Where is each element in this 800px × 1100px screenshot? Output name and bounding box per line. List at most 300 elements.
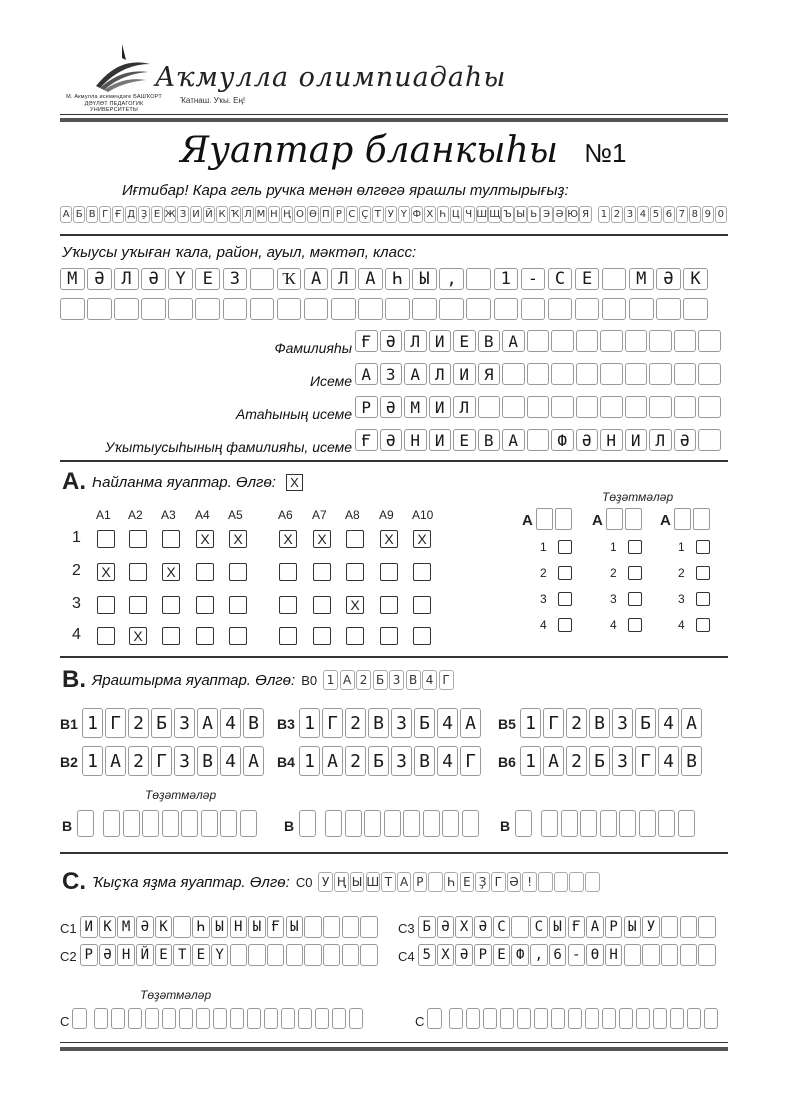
sample-cell[interactable]: Ң <box>334 872 349 892</box>
match-answer-cell[interactable]: 2 <box>566 746 587 776</box>
match-answer-cell[interactable]: 3 <box>612 746 633 776</box>
short-answer-cell[interactable]: Р <box>605 916 623 938</box>
field-cell[interactable]: Н <box>404 429 427 451</box>
match-answer-cell[interactable]: В <box>681 746 702 776</box>
field-cell[interactable] <box>674 330 697 352</box>
short-answer-cell[interactable]: Ы <box>211 916 229 938</box>
sample-cell[interactable]: ! <box>522 872 537 892</box>
match-answer-cell[interactable]: 4 <box>220 746 241 776</box>
answer-checkbox[interactable] <box>129 563 147 581</box>
field-cell[interactable]: Е <box>453 429 476 451</box>
correction-cell[interactable] <box>142 810 159 837</box>
match-answer-cell[interactable]: 1 <box>82 746 103 776</box>
school-cell[interactable]: З <box>223 268 248 290</box>
school-cell[interactable] <box>87 298 112 320</box>
field-cell[interactable]: Л <box>649 429 672 451</box>
answer-checkbox[interactable] <box>229 596 247 614</box>
correction-checkbox[interactable] <box>696 592 710 606</box>
answer-checkbox[interactable] <box>97 627 115 645</box>
short-answer-cell[interactable]: Р <box>474 944 492 966</box>
field-cell[interactable] <box>478 396 501 418</box>
school-cell[interactable] <box>60 298 85 320</box>
school-cell[interactable] <box>114 298 139 320</box>
answer-checkbox[interactable]: X <box>196 530 214 548</box>
correction-cell[interactable] <box>111 1008 126 1029</box>
correction-cell[interactable] <box>483 1008 498 1029</box>
match-answer-cell[interactable]: В <box>368 708 389 738</box>
correction-cell[interactable] <box>693 508 710 530</box>
answer-checkbox[interactable] <box>313 627 331 645</box>
short-answer-cell[interactable] <box>267 944 285 966</box>
field-cell[interactable] <box>600 363 623 385</box>
answer-checkbox[interactable]: X <box>97 563 115 581</box>
school-cell[interactable] <box>250 268 275 290</box>
field-cell[interactable]: И <box>429 396 452 418</box>
short-answer-cell[interactable] <box>342 916 360 938</box>
answer-checkbox[interactable] <box>380 563 398 581</box>
sample-cell[interactable]: 4 <box>422 670 437 690</box>
answer-checkbox[interactable] <box>229 563 247 581</box>
match-answer-cell[interactable]: А <box>105 746 126 776</box>
field-cell[interactable]: Ә <box>576 429 599 451</box>
field-cell[interactable]: М <box>404 396 427 418</box>
correction-cell[interactable] <box>364 810 381 837</box>
short-answer-cell[interactable]: Б <box>418 916 436 938</box>
match-answer-cell[interactable]: В <box>414 746 435 776</box>
school-cell[interactable]: Ү <box>168 268 193 290</box>
short-answer-cell[interactable] <box>680 944 698 966</box>
field-cell[interactable] <box>551 396 574 418</box>
correction-cell[interactable] <box>449 1008 464 1029</box>
correction-cell[interactable] <box>625 508 642 530</box>
short-answer-cell[interactable] <box>661 944 679 966</box>
sample-cell[interactable]: Ы <box>350 872 365 892</box>
correction-cell[interactable] <box>515 810 532 837</box>
short-answer-field[interactable] <box>418 916 717 938</box>
short-answer-cell[interactable]: Н <box>117 944 135 966</box>
field-cell[interactable] <box>625 363 648 385</box>
school-cell[interactable]: Ы <box>412 268 437 290</box>
short-answer-cell[interactable]: Ү <box>211 944 229 966</box>
school-cell[interactable] <box>521 298 546 320</box>
correction-cell[interactable] <box>580 810 597 837</box>
match-answer-cell[interactable]: А <box>543 746 564 776</box>
short-answer-cell[interactable]: С <box>530 916 548 938</box>
answer-checkbox[interactable]: X <box>129 627 147 645</box>
sample-cell[interactable]: Ә <box>507 872 522 892</box>
answer-checkbox[interactable] <box>162 627 180 645</box>
correction-field[interactable] <box>77 810 259 837</box>
answer-checkbox[interactable]: X <box>279 530 297 548</box>
correction-cell[interactable] <box>162 1008 177 1029</box>
answer-checkbox[interactable] <box>97 596 115 614</box>
correction-cell[interactable] <box>123 810 140 837</box>
school-cell[interactable] <box>439 298 464 320</box>
answer-checkbox[interactable] <box>413 627 431 645</box>
field-cell[interactable]: Ә <box>380 429 403 451</box>
answer-checkbox[interactable]: X <box>313 530 331 548</box>
field-cell[interactable] <box>649 396 672 418</box>
sample-cell[interactable] <box>538 872 553 892</box>
field-cell[interactable] <box>698 429 721 451</box>
answer-checkbox[interactable] <box>413 563 431 581</box>
match-answer-cell[interactable]: 3 <box>174 708 195 738</box>
short-answer-cell[interactable] <box>304 944 322 966</box>
correction-checkbox[interactable] <box>628 540 642 554</box>
answer-checkbox[interactable] <box>279 596 297 614</box>
correction-cell[interactable] <box>298 1008 313 1029</box>
match-answer-cell[interactable]: 2 <box>128 746 149 776</box>
short-answer-cell[interactable]: Ы <box>286 916 304 938</box>
short-answer-cell[interactable]: Ғ <box>267 916 285 938</box>
school-cell[interactable]: К <box>683 268 708 290</box>
match-answer-cell[interactable]: 4 <box>220 708 241 738</box>
correction-checkbox[interactable] <box>558 566 572 580</box>
correction-cell[interactable] <box>72 1008 87 1029</box>
short-answer-cell[interactable] <box>323 944 341 966</box>
short-answer-cell[interactable]: Ф <box>511 944 529 966</box>
sample-cell[interactable]: А <box>397 872 412 892</box>
school-cell[interactable] <box>385 298 410 320</box>
field-cell[interactable]: Ғ <box>355 429 378 451</box>
school-cell[interactable]: А <box>304 268 329 290</box>
short-answer-cell[interactable] <box>698 916 716 938</box>
short-answer-cell[interactable] <box>680 916 698 938</box>
field-cell[interactable] <box>649 330 672 352</box>
correction-cell[interactable] <box>240 810 257 837</box>
match-answer-cell[interactable]: 2 <box>345 746 366 776</box>
short-answer-cell[interactable]: , <box>530 944 548 966</box>
correction-checkbox[interactable] <box>558 540 572 554</box>
school-cell[interactable]: С <box>548 268 573 290</box>
sample-cell[interactable]: Ҙ <box>475 872 490 892</box>
short-answer-cell[interactable]: Ө <box>586 944 604 966</box>
correction-cell[interactable] <box>162 810 179 837</box>
short-answer-cell[interactable]: Ә <box>474 916 492 938</box>
field-cell[interactable] <box>527 396 550 418</box>
match-answer-cell[interactable]: Б <box>368 746 389 776</box>
sample-cell[interactable] <box>554 872 569 892</box>
sample-cell[interactable]: Е <box>460 872 475 892</box>
school-cell[interactable] <box>629 298 654 320</box>
school-cell[interactable] <box>358 298 383 320</box>
correction-cell[interactable] <box>551 1008 566 1029</box>
short-answer-cell[interactable]: К <box>99 916 117 938</box>
field-cell[interactable] <box>502 363 525 385</box>
school-cell[interactable]: А <box>358 268 383 290</box>
correction-cell[interactable] <box>674 508 691 530</box>
field-cell[interactable] <box>551 363 574 385</box>
correction-cell[interactable] <box>145 1008 160 1029</box>
school-field-row-2[interactable] <box>60 298 710 320</box>
match-answer-cell[interactable]: 2 <box>566 708 587 738</box>
school-cell[interactable]: - <box>521 268 546 290</box>
school-cell[interactable]: Л <box>331 268 356 290</box>
short-answer-cell[interactable]: Ә <box>437 916 455 938</box>
short-answer-cell[interactable] <box>173 916 191 938</box>
field-cell[interactable]: Я <box>478 363 501 385</box>
correction-cell[interactable] <box>658 810 675 837</box>
correction-cell[interactable] <box>332 1008 347 1029</box>
short-answer-cell[interactable] <box>698 944 716 966</box>
correction-checkbox[interactable] <box>558 592 572 606</box>
correction-cell[interactable] <box>636 1008 651 1029</box>
sample-cell[interactable]: 1 <box>323 670 338 690</box>
field-cell[interactable]: И <box>453 363 476 385</box>
match-answer-cell[interactable]: 3 <box>174 746 195 776</box>
short-answer-cell[interactable]: Р <box>80 944 98 966</box>
correction-cell[interactable] <box>213 1008 228 1029</box>
correction-cell[interactable] <box>442 810 459 837</box>
correction-checkbox[interactable] <box>628 592 642 606</box>
school-cell[interactable] <box>304 298 329 320</box>
answer-checkbox[interactable] <box>346 563 364 581</box>
correction-cell[interactable] <box>619 810 636 837</box>
short-answer-cell[interactable] <box>642 944 660 966</box>
short-answer-cell[interactable]: Н <box>230 916 248 938</box>
match-answer-cell[interactable]: А <box>197 708 218 738</box>
sample-cell[interactable]: Һ <box>444 872 459 892</box>
school-cell[interactable] <box>412 298 437 320</box>
school-cell[interactable] <box>466 298 491 320</box>
field-cell[interactable] <box>600 396 623 418</box>
school-cell[interactable] <box>656 298 681 320</box>
match-answer-field[interactable] <box>82 708 266 738</box>
school-cell[interactable] <box>250 298 275 320</box>
field-cell[interactable] <box>600 330 623 352</box>
short-answer-cell[interactable]: К <box>155 916 173 938</box>
match-answer-cell[interactable]: Б <box>635 708 656 738</box>
short-answer-cell[interactable] <box>248 944 266 966</box>
correction-cell[interactable] <box>639 810 656 837</box>
school-field-row-1[interactable] <box>60 268 710 290</box>
field-cell[interactable] <box>576 330 599 352</box>
field-cell[interactable] <box>625 396 648 418</box>
school-cell[interactable]: Ҡ <box>277 268 302 290</box>
match-answer-field[interactable] <box>520 746 704 776</box>
answer-checkbox[interactable] <box>196 596 214 614</box>
field-cell[interactable]: И <box>429 330 452 352</box>
school-cell[interactable] <box>575 298 600 320</box>
correction-cell[interactable] <box>517 1008 532 1029</box>
school-cell[interactable] <box>141 298 166 320</box>
answer-checkbox[interactable] <box>346 627 364 645</box>
field-cell[interactable]: Ә <box>674 429 697 451</box>
sample-cell[interactable]: А <box>340 670 355 690</box>
match-answer-cell[interactable]: 1 <box>520 708 541 738</box>
answer-checkbox[interactable] <box>229 627 247 645</box>
match-answer-cell[interactable]: Г <box>105 708 126 738</box>
correction-checkbox[interactable] <box>696 566 710 580</box>
match-answer-cell[interactable]: Г <box>543 708 564 738</box>
short-answer-cell[interactable] <box>511 916 529 938</box>
short-answer-cell[interactable]: Ы <box>549 916 567 938</box>
short-answer-cell[interactable]: Ә <box>455 944 473 966</box>
field-cell[interactable]: А <box>502 330 525 352</box>
match-answer-cell[interactable]: А <box>322 746 343 776</box>
field-cell[interactable]: Ә <box>380 330 403 352</box>
match-answer-field[interactable] <box>299 746 483 776</box>
field-cell[interactable]: Ф <box>551 429 574 451</box>
short-answer-cell[interactable]: Һ <box>192 916 210 938</box>
sample-cell[interactable]: Б <box>373 670 388 690</box>
sample-cell[interactable]: У <box>318 872 333 892</box>
field-cell[interactable]: А <box>404 363 427 385</box>
sample-cell[interactable]: В <box>406 670 421 690</box>
field-cell[interactable]: Н <box>600 429 623 451</box>
answer-checkbox[interactable] <box>413 596 431 614</box>
short-answer-field[interactable] <box>80 944 379 966</box>
answer-checkbox[interactable] <box>162 596 180 614</box>
answer-checkbox[interactable] <box>279 563 297 581</box>
correction-cell[interactable] <box>423 810 440 837</box>
school-cell[interactable]: М <box>60 268 85 290</box>
match-answer-cell[interactable]: 1 <box>299 746 320 776</box>
field-cell[interactable]: А <box>355 363 378 385</box>
correction-cell[interactable] <box>179 1008 194 1029</box>
field-cell[interactable] <box>527 429 550 451</box>
correction-cell[interactable] <box>103 810 120 837</box>
correction-cell[interactable] <box>384 810 401 837</box>
short-answer-cell[interactable] <box>661 916 679 938</box>
correction-cell[interactable] <box>128 1008 143 1029</box>
match-answer-cell[interactable]: Г <box>151 746 172 776</box>
field-cell[interactable]: Ғ <box>355 330 378 352</box>
short-answer-cell[interactable]: Х <box>455 916 473 938</box>
answer-checkbox[interactable]: X <box>413 530 431 548</box>
correction-cell[interactable] <box>427 1008 442 1029</box>
short-answer-cell[interactable]: - <box>568 944 586 966</box>
answer-checkbox[interactable] <box>97 530 115 548</box>
field-cell[interactable]: Е <box>453 330 476 352</box>
answer-checkbox[interactable] <box>313 563 331 581</box>
school-cell[interactable] <box>331 298 356 320</box>
short-answer-cell[interactable]: У <box>642 916 660 938</box>
correction-cell[interactable] <box>264 1008 279 1029</box>
answer-checkbox[interactable] <box>279 627 297 645</box>
match-answer-field[interactable] <box>82 746 266 776</box>
short-answer-cell[interactable]: Ә <box>136 916 154 938</box>
correction-checkbox[interactable] <box>696 618 710 632</box>
correction-cell[interactable] <box>678 810 695 837</box>
field-cell[interactable]: А <box>502 429 525 451</box>
correction-cell[interactable] <box>561 810 578 837</box>
match-answer-field[interactable] <box>520 708 704 738</box>
short-answer-cell[interactable]: Н <box>605 944 623 966</box>
match-answer-cell[interactable]: Г <box>460 746 481 776</box>
correction-cell[interactable] <box>315 1008 330 1029</box>
first-name-field[interactable] <box>355 363 723 385</box>
field-cell[interactable] <box>698 330 721 352</box>
correction-cell[interactable] <box>568 1008 583 1029</box>
short-answer-cell[interactable]: Х <box>437 944 455 966</box>
field-cell[interactable]: З <box>380 363 403 385</box>
field-cell[interactable] <box>502 396 525 418</box>
correction-cell[interactable] <box>653 1008 668 1029</box>
field-cell[interactable] <box>698 396 721 418</box>
sample-cell[interactable]: 2 <box>356 670 371 690</box>
correction-checkbox[interactable] <box>696 540 710 554</box>
correction-cell[interactable] <box>687 1008 702 1029</box>
surname-field[interactable] <box>355 330 723 352</box>
match-answer-cell[interactable]: 4 <box>658 746 679 776</box>
patronymic-field[interactable] <box>355 396 723 418</box>
school-cell[interactable] <box>683 298 708 320</box>
sample-cell[interactable]: Ш <box>366 872 381 892</box>
short-answer-cell[interactable]: Е <box>192 944 210 966</box>
correction-checkbox[interactable] <box>558 618 572 632</box>
field-cell[interactable] <box>551 330 574 352</box>
school-cell[interactable] <box>277 298 302 320</box>
correction-cell[interactable] <box>220 810 237 837</box>
correction-cell[interactable] <box>181 810 198 837</box>
field-cell[interactable] <box>674 363 697 385</box>
short-answer-cell[interactable] <box>230 944 248 966</box>
correction-checkbox[interactable] <box>628 618 642 632</box>
school-cell[interactable] <box>223 298 248 320</box>
field-cell[interactable] <box>698 363 721 385</box>
correction-cell[interactable] <box>247 1008 262 1029</box>
school-cell[interactable]: Ә <box>656 268 681 290</box>
school-cell[interactable]: Һ <box>385 268 410 290</box>
field-cell[interactable] <box>527 363 550 385</box>
short-answer-cell[interactable]: Ғ <box>568 916 586 938</box>
match-answer-cell[interactable]: Г <box>635 746 656 776</box>
answer-checkbox[interactable]: X <box>346 596 364 614</box>
match-answer-cell[interactable]: А <box>460 708 481 738</box>
match-answer-cell[interactable]: Б <box>589 746 610 776</box>
school-cell[interactable] <box>195 298 220 320</box>
sample-cell[interactable]: Р <box>413 872 428 892</box>
match-answer-cell[interactable]: Б <box>414 708 435 738</box>
answer-checkbox[interactable] <box>346 530 364 548</box>
correction-cell[interactable] <box>670 1008 685 1029</box>
short-answer-cell[interactable]: Ә <box>99 944 117 966</box>
correction-cell[interactable] <box>403 810 420 837</box>
match-answer-cell[interactable]: 3 <box>391 746 412 776</box>
correction-cell[interactable] <box>325 810 342 837</box>
correction-cell[interactable] <box>230 1008 245 1029</box>
match-answer-cell[interactable]: А <box>681 708 702 738</box>
short-answer-cell[interactable]: Ы <box>624 916 642 938</box>
field-cell[interactable]: В <box>478 330 501 352</box>
correction-cell[interactable] <box>201 810 218 837</box>
correction-cell[interactable] <box>585 1008 600 1029</box>
correction-field[interactable] <box>427 1008 721 1029</box>
short-answer-cell[interactable]: И <box>80 916 98 938</box>
answer-checkbox[interactable] <box>129 530 147 548</box>
correction-cell[interactable] <box>536 508 553 530</box>
short-answer-cell[interactable]: С <box>493 916 511 938</box>
answer-checkbox[interactable] <box>380 596 398 614</box>
correction-cell[interactable] <box>619 1008 634 1029</box>
short-answer-field[interactable] <box>418 944 717 966</box>
school-cell[interactable]: 1 <box>494 268 519 290</box>
correction-cell[interactable] <box>462 810 479 837</box>
field-cell[interactable] <box>674 396 697 418</box>
short-answer-cell[interactable]: 5 <box>418 944 436 966</box>
correction-cell[interactable] <box>500 1008 515 1029</box>
school-cell[interactable]: Ә <box>87 268 112 290</box>
correction-field[interactable] <box>72 1008 366 1029</box>
correction-cell[interactable] <box>196 1008 211 1029</box>
sample-cell[interactable]: 3 <box>389 670 404 690</box>
short-answer-cell[interactable] <box>304 916 322 938</box>
short-answer-cell[interactable]: Е <box>155 944 173 966</box>
match-answer-cell[interactable]: В <box>589 708 610 738</box>
short-answer-cell[interactable] <box>360 944 378 966</box>
field-cell[interactable] <box>527 330 550 352</box>
